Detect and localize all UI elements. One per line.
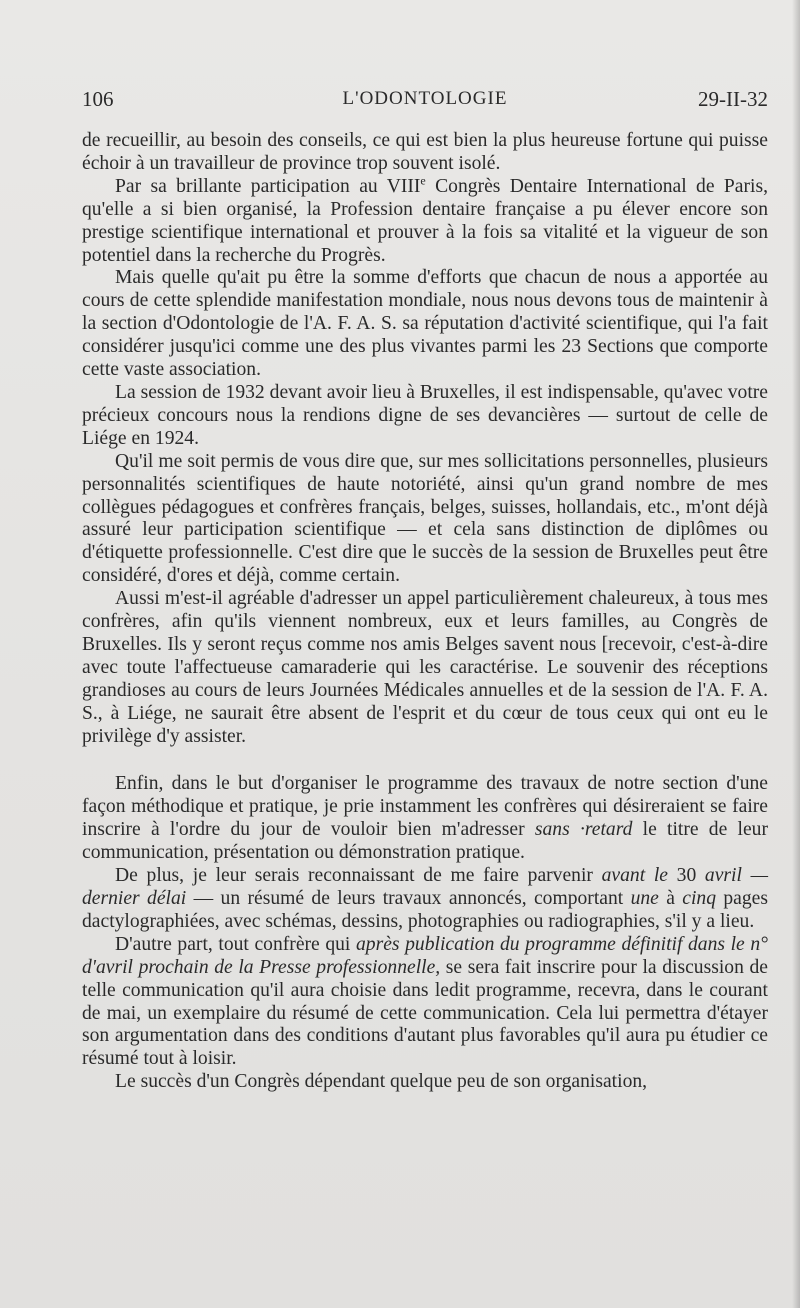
italic-text: une — [630, 888, 659, 909]
paragraph — [82, 382, 768, 451]
superscript: e — [420, 173, 426, 188]
paragraph — [82, 267, 768, 382]
text-run: — un résumé de leurs travaux annoncés, comportant — [186, 888, 631, 909]
text-run: pages dactylographiées, avec schémas, dessins, photographies ou radiographies, s'il y a lieu. — [82, 888, 768, 932]
text-run: 30 — [667, 865, 705, 887]
text-run: se sera fait inscrire pour la discussion de telle communication qu'il aura choisie dans ledit programme, recevra, dans le courant de mai, un exemplaire du résumé de cette communication. Cela lui permettra d'étayer son argumentation dans des conditions d'autant plus favorables qu'il aura pu étudier ce résumé tout à loisir. — [82, 956, 768, 1070]
body-text — [82, 130, 768, 1094]
paragraph — [82, 130, 768, 176]
text-run: Par sa brillante participation au VIII — [115, 175, 421, 197]
journal-title: L'ODONTOLOGIE — [342, 88, 508, 109]
italic-text: sans ·retard — [534, 819, 633, 841]
paragraph — [82, 865, 768, 934]
text-run: D'autre part, tout confrère qui — [115, 933, 356, 955]
paragraph — [82, 451, 768, 588]
page-number: 106 — [82, 87, 114, 111]
italic-text: avant le — [601, 865, 668, 887]
text-run: Congrès Dentaire International de Paris, qu'elle a si bien organisé, la Profession dentaire française a pu élever encore son prestige scientifique international et prouver à la fois sa vitalité et la vigueur de son potentiel dans la recherche du Progrès. — [82, 175, 768, 266]
paragraph — [82, 773, 768, 865]
paragraph — [82, 588, 768, 748]
italic-text: cinq — [682, 888, 717, 909]
text-run: à — [658, 888, 683, 909]
text-run: le titre de leur communication, présentation ou démonstration pratique. — [82, 819, 768, 864]
paragraph — [82, 173, 768, 268]
paragraph — [82, 1071, 768, 1094]
text-run: De plus, je leur serais reconnaissant de me faire parvenir — [115, 865, 602, 887]
italic-text: après publication du programme définitif dans le n° d'avril prochain de la Presse professionnelle, — [82, 933, 768, 978]
text-run: Aussi m'est-il agréable d'adresser un appel particulièrement chaleureux, à tous mes confrères, afin qu'ils viennent nombreux, eux et leurs familles, au Congrès de Bruxelles. Ils y seront reçus comme nos amis Belges savent nous [recevoir, c'est-à-dire avec toute l'affectueuse camaraderie qui les caractérise. Le souvenir des réceptions grandioses au cours de leurs Journées Médicales annuelles et de la session de l'A. F. A. S., à Liége, ne saurait être absent de l'esprit et du cœur de tous ceux qui ont eu le privilège d'y assister. — [82, 588, 768, 747]
text-run: Qu'il me soit permis de vous dire que, sur mes sollicitations personnelles, plusieurs personnalités scientifiques de haute notoriété, ainsi qu'un grand nombre de mes collègues pédagogues et confrères français, belges, suisses, hollandais, etc., m'ont déjà assuré leur participation scientifique — et cela sans distinction de diplômes ou d'étiquette professionnelle. C'est dire que le succès de la session de Bruxelles peut être considéré, d'ores et déjà, comme certain. — [82, 450, 768, 587]
paragraph — [82, 934, 768, 1071]
running-header — [82, 84, 768, 114]
issue-date: 29-II-32 — [698, 87, 768, 111]
text-run: Mais quelle qu'ait pu être la somme d'efforts que chacun de nous a apportée au cours de cette splendide manifestation mondiale, nous nous devons tous de maintenir à la section d'Odontologie de l'A. F. A. S. sa réputation d'activité scientifique, qui l'a fait considérer jusqu'ici comme une des plus vivantes parmi les 23 Sections que comporte cette vaste association. — [82, 267, 768, 381]
text-run: La session de 1932 devant avoir lieu à Bruxelles, il est indispensable, qu'avec votre précieux concours nous la rendions digne de ses devancières — surtout de celle de Liége en 1924. — [82, 381, 768, 449]
italic-text: avril — dernier délai — [82, 865, 769, 909]
text-run: Le succès d'un Congrès dépendant quelque peu de son organisation, — [115, 1071, 648, 1093]
text-run: de recueillir, au besoin des conseils, ce qui est bien la plus heureuse fortune qui puisse échoir à un travailleur de province trop souvent isolé. — [82, 130, 768, 174]
text-run: Enfin, dans le but d'organiser le programme des travaux de notre section d'une façon méthodique et pratique, je prie instamment les confrères qui désireraient se faire inscrire à l'ordre du jour de vouloir bien m'adresser — [82, 773, 768, 841]
